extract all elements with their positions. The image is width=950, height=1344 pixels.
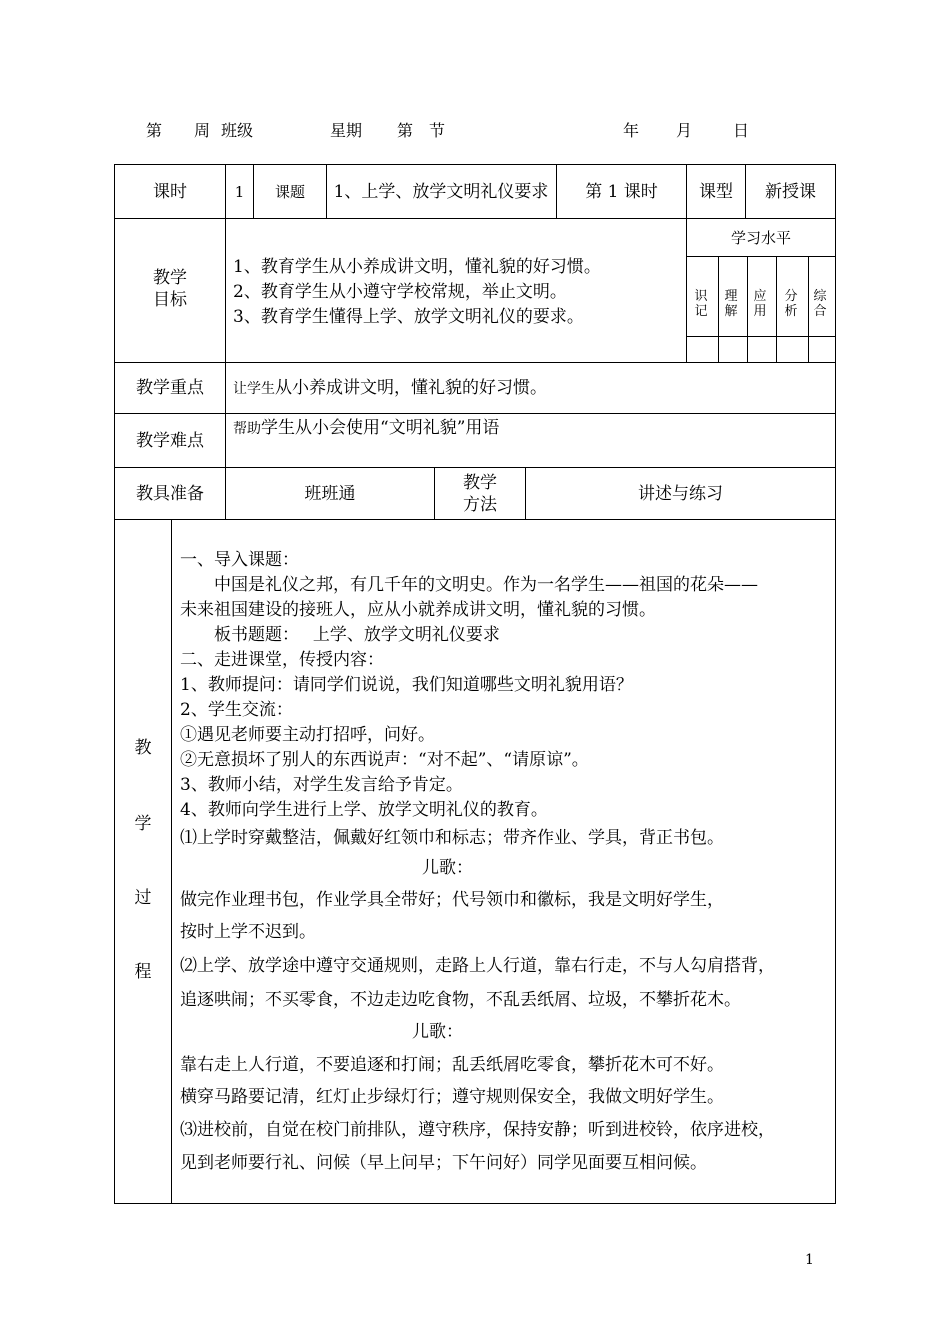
process-line: 二、走进课堂，传授内容： <box>180 650 384 670</box>
difficulty-body: 学生从小会使用“文明礼貌”用语 <box>261 418 500 438</box>
process-line: 横穿马路要记清，红灯止步绿灯行；遵守规则保安全，我做文明好学生。 <box>180 1087 724 1107</box>
header-year: 年 <box>623 121 640 140</box>
process-label-char-4: 程 <box>134 962 152 982</box>
process-line: ⑴上学时穿戴整洁，佩戴好红领巾和标志；带齐作业、学具，背正书包。 <box>180 828 724 848</box>
objective-item-2: 2、教育学生从小遵守学校常规，举止文明。 <box>233 282 567 302</box>
lesson-hours-value: 1 <box>234 182 245 201</box>
process-line: 2、学生交流： <box>180 700 293 720</box>
process-line: 3、教师小结，对学生发言给予肯定。 <box>180 775 463 795</box>
objectives-label <box>115 262 225 316</box>
header-day: 日 <box>733 121 750 140</box>
process-line: 追逐哄闹；不买零食，不边走边吃食物，不乱丢纸屑、垃圾，不攀折花木。 <box>180 990 741 1010</box>
level-memorize: 识记 <box>694 289 708 319</box>
key-point-prefix: 让学生 <box>233 381 275 397</box>
level-understand: 理解 <box>724 289 738 319</box>
header-week: 第 周 <box>146 121 211 140</box>
tools-label: 教具准备 <box>136 483 204 504</box>
process-line: 4、教师向学生进行上学、放学文明礼仪的教育。 <box>180 800 548 820</box>
process-line: 未来祖国建设的接班人，应从小就养成讲文明，懂礼貌的习惯。 <box>180 600 656 620</box>
topic-label: 课题 <box>274 182 305 201</box>
objectives-label-line-2: 目标 <box>153 290 187 310</box>
method-label-line-2: 方法 <box>463 494 497 515</box>
page-number: 1 <box>805 1252 814 1268</box>
difficulty-prefix: 帮助 <box>233 421 261 437</box>
key-point-label: 教学重点 <box>136 378 204 398</box>
method-value: 讲述与练习 <box>638 483 723 504</box>
process-song-title: 儿歌： <box>412 1022 463 1042</box>
process-line: ②无意损坏了别人的东西说声：“对不起”、“请原谅”。 <box>180 750 589 770</box>
process-line: ⑶进校前，自觉在校门前排队，遵守秩序，保持安静；听到进校铃，依序进校， <box>180 1120 775 1140</box>
process-label-char-2: 学 <box>134 814 152 834</box>
process-line: 按时上学不迟到。 <box>180 922 316 942</box>
lesson-type-label: 课型 <box>699 181 733 202</box>
process-line: ⑵上学、放学途中遵守交通规则，走路上人行道，靠右行走，不与人勾肩搭背， <box>180 956 775 976</box>
process-line: 靠右走上人行道，不要追逐和打闹；乱丢纸屑吃零食，攀折花木可不好。 <box>180 1055 724 1075</box>
level-analyze: 分析 <box>784 289 798 319</box>
process-line: 板书题题： 上学、放学文明礼仪要求 <box>180 625 500 645</box>
level-apply: 应用 <box>753 289 767 319</box>
header-class: 班级 <box>221 121 254 140</box>
objective-item-1: 1、教育学生从小养成讲文明，懂礼貌的好习惯。 <box>233 257 601 277</box>
process-line: 1、教师提问：请同学们说说，我们知道哪些文明礼貌用语？ <box>180 675 633 695</box>
difficulty-text <box>233 416 499 442</box>
key-point-body: 从小养成讲文明，懂礼貌的好习惯。 <box>275 378 547 398</box>
header-period: 第 节 <box>397 121 446 140</box>
process-content <box>180 548 832 1179</box>
tools-value: 班班通 <box>304 483 356 504</box>
process-line: 中国是礼仪之邦，有几千年的文明史。作为一名学生——祖国的花朵—— <box>180 575 758 595</box>
process-line: ①遇见老师要主动打招呼，问好。 <box>180 725 435 745</box>
process-song-title: 儿歌： <box>422 858 473 878</box>
method-label <box>435 468 525 519</box>
process-label-char-1: 教 <box>134 738 152 758</box>
learning-level-title: 学习水平 <box>730 228 791 247</box>
lesson-type-value: 新授课 <box>765 181 816 202</box>
lesson-hours-label: 课时 <box>153 181 187 202</box>
hour-number: 第 1 课时 <box>585 181 658 202</box>
objectives-label-line-1: 教学 <box>153 268 187 288</box>
process-line: 一、导入课题： <box>180 550 299 570</box>
header-weekday: 星期 <box>330 121 363 140</box>
difficulty-label: 教学难点 <box>136 430 204 451</box>
topic-value: 1、上学、放学文明礼仪要求 <box>333 181 549 202</box>
process-line: 见到老师要行礼、问候（早上问早；下午问好）同学见面要互相问候。 <box>180 1153 707 1173</box>
key-point-text <box>233 376 547 402</box>
level-synthesize: 综合 <box>813 289 827 319</box>
header-month: 月 <box>676 121 693 140</box>
method-label-line-1: 教学 <box>463 472 497 493</box>
objective-item-3: 3、教育学生懂得上学、放学文明礼仪的要求。 <box>233 307 584 327</box>
process-line: 做完作业理书包，作业学具全带好；代号领巾和徽标，我是文明好学生， <box>180 890 724 910</box>
process-label-char-3: 过 <box>134 888 152 908</box>
